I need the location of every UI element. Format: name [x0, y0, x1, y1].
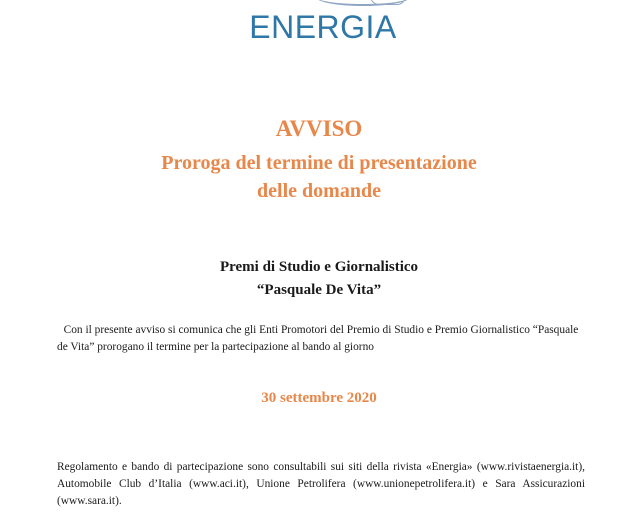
prize-name-line1: Premi di Studio e Giornalistico	[219, 259, 419, 275]
notice-subtitle-line2: delle domande	[257, 180, 381, 202]
notice-title: AVVISO	[275, 116, 363, 141]
deadline-date: 30 settembre 2020	[261, 390, 377, 406]
logo-emblem-detail	[370, 0, 406, 5]
prize-name-line2: “Pasquale De Vita”	[256, 282, 382, 298]
notice-subtitle-line1: Proroga del termine di presentazione	[161, 152, 477, 174]
energia-logo: ENERGIA	[249, 9, 397, 45]
announcement-paragraph: Con il presente avviso si comunica che gli Enti Promotori del Premio di Studio e Premio Giornalistico “Pasquale de Vita” prorogano il termine per la partecipazione al bando al giorno	[57, 324, 579, 353]
regulations-paragraph: Regolamento e bando di partecipazione sono consultabili sui siti della rivista «Energia» (www.rivistaenergia.it), Automobile Club d’Italia (www.aci.it), Unione Petrolifera (www.unionepetrolifera.it) e Sara Assicurazioni (www.sara.it).	[57, 461, 585, 507]
